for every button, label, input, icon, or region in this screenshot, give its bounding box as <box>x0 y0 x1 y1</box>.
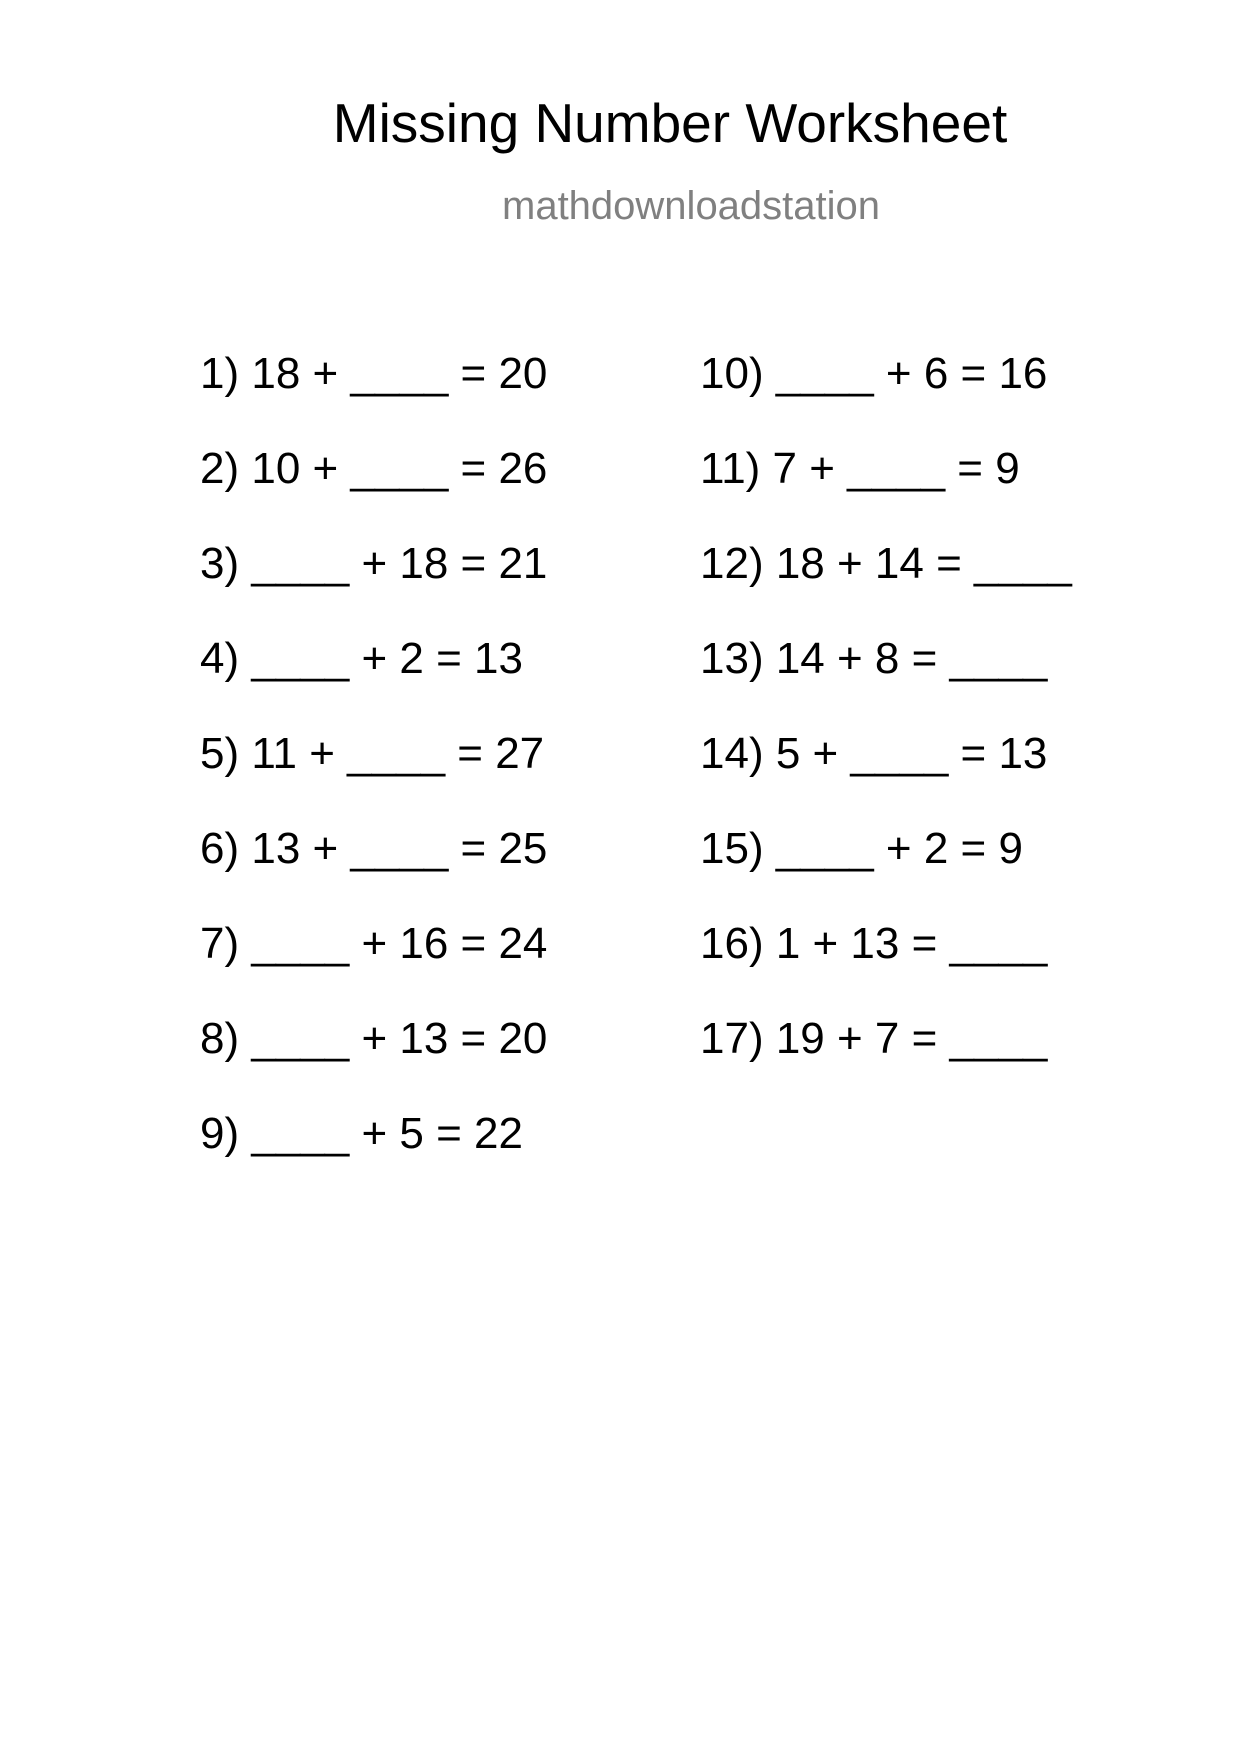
worksheet-source: mathdownloadstation <box>502 184 881 228</box>
problem-14: 14) 5 + ____ = 13 <box>700 729 1048 778</box>
problems-left-column <box>200 349 548 1207</box>
problem-10: 10) ____ + 6 = 16 <box>700 349 1048 398</box>
problem-3: 3) ____ + 18 = 21 <box>200 539 548 588</box>
problem-15: 15) ____ + 2 = 9 <box>700 824 1023 873</box>
problem-2: 2) 10 + ____ = 26 <box>200 444 548 493</box>
problem-11: 11) 7 + ____ = 9 <box>700 444 1020 493</box>
problems-right-column <box>700 349 1072 1112</box>
problem-13: 13) 14 + 8 = ____ <box>700 634 1048 683</box>
problem-1: 1) 18 + ____ = 20 <box>200 349 548 398</box>
problem-9: 9) ____ + 5 = 22 <box>200 1109 523 1158</box>
problem-16: 16) 1 + 13 = ____ <box>700 919 1048 968</box>
problem-6: 6) 13 + ____ = 25 <box>200 824 548 873</box>
problem-7: 7) ____ + 16 = 24 <box>200 919 548 968</box>
worksheet-title: Missing Number Worksheet <box>332 92 1008 154</box>
problem-5: 5) 11 + ____ = 27 <box>200 729 545 778</box>
problem-8: 8) ____ + 13 = 20 <box>200 1014 548 1063</box>
problem-12: 12) 18 + 14 = ____ <box>700 539 1072 588</box>
problem-17: 17) 19 + 7 = ____ <box>700 1014 1048 1063</box>
problem-4: 4) ____ + 2 = 13 <box>200 634 523 683</box>
